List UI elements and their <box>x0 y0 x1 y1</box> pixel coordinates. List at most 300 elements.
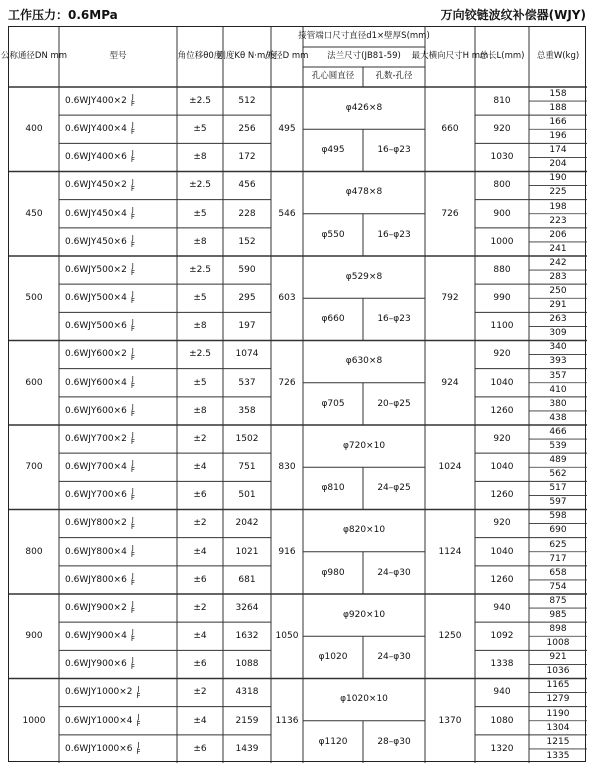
joint-type-jf <box>131 291 135 305</box>
holes-cell: 16–φ23 <box>377 229 411 240</box>
joint-type-letter: J <box>131 233 134 242</box>
model-cell <box>59 143 177 171</box>
joint-type-jf <box>131 404 135 418</box>
header-length: 总长L(mm) <box>479 51 525 62</box>
weight-j-cell: 658 <box>549 567 567 578</box>
model-cell <box>59 735 177 763</box>
weight-j-cell: 158 <box>549 88 567 99</box>
joint-type-jf <box>131 488 135 502</box>
model-cell <box>59 87 177 115</box>
pipe-size-cell: φ820×10 <box>342 525 386 536</box>
angle-cell: ±6 <box>193 574 207 585</box>
joint-type-letter: F <box>130 381 135 390</box>
stiffness-cell: 197 <box>238 321 256 332</box>
weight-f-cell: 754 <box>549 581 567 592</box>
joint-type-letter: J <box>131 543 134 552</box>
spec-table <box>0 26 586 762</box>
joint-type-letter: J <box>131 205 134 214</box>
holes-cell: 16–φ23 <box>377 145 411 156</box>
max-lateral-cell: 1250 <box>438 631 462 642</box>
length-cell: 1040 <box>490 462 514 473</box>
angle-cell: ±8 <box>193 405 207 416</box>
joint-type-letter: F <box>130 269 135 278</box>
header-bolt-circle: 孔心圆直径 <box>311 71 355 82</box>
header-flange: 法兰尺寸(JB81-59) <box>327 51 401 62</box>
length-cell: 900 <box>493 208 511 219</box>
bolt-circle-cell: φ980 <box>321 567 345 578</box>
joint-type-letter: F <box>130 184 135 193</box>
joint-type-letter: J <box>131 93 134 102</box>
bolt-circle-cell: φ1020 <box>318 652 348 663</box>
joint-type-letter: J <box>131 459 134 468</box>
stiffness-cell: 590 <box>238 264 256 275</box>
joint-type-letter: J <box>131 121 134 130</box>
model-cell <box>59 284 177 312</box>
joint-type-letter: F <box>130 635 135 644</box>
angle-cell: ±5 <box>193 377 207 388</box>
joint-type-letter: J <box>131 318 134 327</box>
length-cell: 1260 <box>490 490 514 501</box>
weight-f-cell: 690 <box>549 525 567 536</box>
joint-type-letter: J <box>131 515 134 524</box>
angle-cell: ±4 <box>193 631 207 642</box>
weight-j-cell: 489 <box>549 455 567 466</box>
weight-f-cell: 196 <box>549 131 567 142</box>
weight-f-cell: 393 <box>549 356 567 367</box>
angle-cell: ±2.5 <box>189 349 211 360</box>
joint-type-letter: J <box>131 346 134 355</box>
model-name: 0.6WJY800×4 <box>65 546 127 557</box>
joint-type-letter: J <box>131 177 134 186</box>
weight-f-cell: 291 <box>549 300 567 311</box>
angle-cell: ±2.5 <box>189 180 211 191</box>
weight-j-cell: 250 <box>549 286 567 297</box>
joint-type-letter: F <box>130 522 135 531</box>
joint-type-letter: F <box>136 691 141 700</box>
joint-type-jf <box>131 179 135 193</box>
model-cell <box>59 453 177 481</box>
length-cell: 1260 <box>490 574 514 585</box>
joint-type-letter: J <box>131 656 134 665</box>
header-stiffness: 刚度Kθ N·m/度 <box>217 51 277 62</box>
model-name: 0.6WJY700×6 <box>65 490 127 501</box>
bolt-circle-cell: φ495 <box>321 145 345 156</box>
pipe-size-cell: φ1020×10 <box>340 694 388 705</box>
pipe-size-cell: φ920×10 <box>342 609 386 620</box>
weight-j-cell: 1215 <box>546 736 570 747</box>
bolt-circle-cell: φ660 <box>321 314 345 325</box>
length-cell: 1000 <box>490 236 514 247</box>
weight-f-cell: 309 <box>549 328 567 339</box>
weight-j-cell: 340 <box>549 342 567 353</box>
weight-f-cell: 1279 <box>546 694 570 705</box>
holes-cell: 24–φ30 <box>377 652 411 663</box>
weight-f-cell: 1036 <box>546 666 570 677</box>
header-dn: 公称通径DN mm <box>0 51 68 62</box>
weight-f-cell: 717 <box>549 553 567 564</box>
length-cell: 1100 <box>490 321 514 332</box>
max-lateral-cell: 1124 <box>438 546 462 557</box>
model-name: 0.6WJY900×2 <box>65 602 127 613</box>
stiffness-cell: 1088 <box>235 659 259 670</box>
dn-cell: 800 <box>25 546 43 557</box>
joint-type-letter: F <box>130 466 135 475</box>
model-cell <box>59 707 177 735</box>
weight-j-cell: 517 <box>549 483 567 494</box>
model-name: 0.6WJY800×6 <box>65 574 127 585</box>
dn-cell: 450 <box>25 208 43 219</box>
stiffness-cell: 3264 <box>235 602 259 613</box>
model-name: 0.6WJY1000×2 <box>65 687 133 698</box>
model-name: 0.6WJY600×2 <box>65 349 127 360</box>
model-name: 0.6WJY500×4 <box>65 293 127 304</box>
weight-j-cell: 190 <box>549 173 567 184</box>
stiffness-cell: 681 <box>238 574 256 585</box>
joint-type-letter: J <box>131 571 134 580</box>
model-cell <box>59 594 177 622</box>
model-name: 0.6WJY900×6 <box>65 659 127 670</box>
dn-cell: 900 <box>25 631 43 642</box>
angle-cell: ±2 <box>193 518 207 529</box>
joint-type-jf <box>131 517 135 531</box>
model-cell <box>59 510 177 538</box>
holes-cell: 16–φ23 <box>377 314 411 325</box>
joint-type-letter: J <box>137 684 140 693</box>
joint-type-letter: F <box>130 550 135 559</box>
joint-type-letter: F <box>130 297 135 306</box>
joint-type-letter: F <box>130 578 135 587</box>
max-lateral-cell: 726 <box>441 208 459 219</box>
max-lateral-cell: 660 <box>441 124 459 135</box>
joint-type-jf <box>131 122 135 136</box>
joint-type-letter: F <box>130 409 135 418</box>
joint-type-jf <box>131 207 135 221</box>
max-lateral-cell: 1370 <box>438 715 462 726</box>
weight-j-cell: 875 <box>549 595 567 606</box>
model-name: 0.6WJY450×2 <box>65 180 127 191</box>
length-cell: 920 <box>493 124 511 135</box>
dn-cell: 500 <box>25 293 43 304</box>
length-cell: 920 <box>493 433 511 444</box>
weight-f-cell: 985 <box>549 609 567 620</box>
length-cell: 940 <box>493 602 511 613</box>
bolt-circle-cell: φ705 <box>321 398 345 409</box>
model-cell <box>59 341 177 369</box>
od-cell: 830 <box>278 462 296 473</box>
joint-type-jf <box>131 545 135 559</box>
angle-cell: ±4 <box>193 462 207 473</box>
od-cell: 546 <box>278 208 296 219</box>
model-name: 0.6WJY1000×4 <box>65 715 133 726</box>
bolt-circle-cell: φ550 <box>321 229 345 240</box>
weight-f-cell: 562 <box>549 469 567 480</box>
joint-type-jf <box>131 629 135 643</box>
joint-type-letter: F <box>130 100 135 109</box>
stiffness-cell: 751 <box>238 462 256 473</box>
weight-j-cell: 174 <box>549 145 567 156</box>
weight-f-cell: 539 <box>549 440 567 451</box>
model-name: 0.6WJY450×6 <box>65 236 127 247</box>
angle-cell: ±2 <box>193 433 207 444</box>
joint-type-jf <box>137 686 141 700</box>
stiffness-cell: 172 <box>238 152 256 163</box>
holes-cell: 28–φ30 <box>377 736 411 747</box>
stiffness-cell: 1632 <box>235 631 259 642</box>
joint-type-letter: F <box>130 353 135 362</box>
stiffness-cell: 1502 <box>235 433 259 444</box>
joint-type-letter: F <box>130 438 135 447</box>
length-cell: 990 <box>493 293 511 304</box>
joint-type-letter: F <box>136 719 141 728</box>
model-name: 0.6WJY450×4 <box>65 208 127 219</box>
stiffness-cell: 501 <box>238 490 256 501</box>
od-cell: 1050 <box>275 631 299 642</box>
length-cell: 880 <box>493 264 511 275</box>
length-cell: 1080 <box>490 715 514 726</box>
joint-type-letter: J <box>131 374 134 383</box>
stiffness-cell: 295 <box>238 293 256 304</box>
model-cell <box>59 679 177 707</box>
length-cell: 1040 <box>490 377 514 388</box>
weight-j-cell: 198 <box>549 201 567 212</box>
stiffness-cell: 256 <box>238 124 256 135</box>
joint-type-letter: F <box>130 494 135 503</box>
joint-type-letter: J <box>137 740 140 749</box>
model-name: 0.6WJY600×4 <box>65 377 127 388</box>
weight-j-cell: 166 <box>549 117 567 128</box>
length-cell: 1338 <box>490 659 514 670</box>
stiffness-cell: 512 <box>238 95 256 106</box>
pipe-size-cell: φ478×8 <box>345 187 383 198</box>
dn-cell: 1000 <box>22 715 46 726</box>
length-cell: 920 <box>493 518 511 529</box>
angle-cell: ±6 <box>193 743 207 754</box>
model-name: 0.6WJY700×4 <box>65 462 127 473</box>
stiffness-cell: 4318 <box>235 687 259 698</box>
joint-type-jf <box>131 150 135 164</box>
weight-j-cell: 1190 <box>546 708 570 719</box>
header-od: 外径D mm <box>265 51 309 62</box>
weight-j-cell: 1165 <box>546 680 570 691</box>
model-cell <box>59 228 177 256</box>
joint-type-letter: J <box>137 712 140 721</box>
stiffness-cell: 1439 <box>235 743 259 754</box>
angle-cell: ±4 <box>193 715 207 726</box>
length-cell: 940 <box>493 687 511 698</box>
length-cell: 810 <box>493 95 511 106</box>
stiffness-cell: 2159 <box>235 715 259 726</box>
weight-f-cell: 597 <box>549 497 567 508</box>
length-cell: 1040 <box>490 546 514 557</box>
weight-f-cell: 225 <box>549 187 567 198</box>
joint-type-letter: J <box>131 487 134 496</box>
od-cell: 603 <box>278 293 296 304</box>
model-name: 0.6WJY400×4 <box>65 124 127 135</box>
model-name: 0.6WJY500×6 <box>65 321 127 332</box>
weight-f-cell: 1335 <box>546 750 570 761</box>
weight-j-cell: 206 <box>549 229 567 240</box>
angle-cell: ±8 <box>193 152 207 163</box>
model-cell <box>59 622 177 650</box>
weight-j-cell: 466 <box>549 426 567 437</box>
stiffness-cell: 537 <box>238 377 256 388</box>
joint-type-letter: J <box>131 262 134 271</box>
angle-cell: ±5 <box>193 293 207 304</box>
pipe-size-cell: φ630×8 <box>345 356 383 367</box>
weight-f-cell: 1304 <box>546 722 570 733</box>
holes-cell: 24–φ25 <box>377 483 411 494</box>
weight-f-cell: 283 <box>549 271 567 282</box>
model-name: 0.6WJY600×6 <box>65 405 127 416</box>
angle-cell: ±2.5 <box>189 264 211 275</box>
model-name: 0.6WJY900×4 <box>65 631 127 642</box>
od-cell: 495 <box>278 124 296 135</box>
length-cell: 1030 <box>490 152 514 163</box>
model-cell <box>59 538 177 566</box>
max-lateral-cell: 792 <box>441 293 459 304</box>
model-cell <box>59 566 177 594</box>
weight-j-cell: 598 <box>549 511 567 522</box>
angle-cell: ±8 <box>193 236 207 247</box>
weight-j-cell: 898 <box>549 624 567 635</box>
model-name: 0.6WJY500×2 <box>65 264 127 275</box>
joint-type-jf <box>131 432 135 446</box>
od-cell: 1136 <box>275 715 299 726</box>
joint-type-letter: J <box>131 431 134 440</box>
joint-type-jf <box>131 573 135 587</box>
joint-type-jf <box>131 460 135 474</box>
joint-type-letter: F <box>130 128 135 137</box>
joint-type-jf <box>137 714 141 728</box>
header-model: 型号 <box>109 51 127 62</box>
joint-type-jf <box>131 235 135 249</box>
stiffness-cell: 152 <box>238 236 256 247</box>
angle-cell: ±2.5 <box>189 95 211 106</box>
joint-type-letter: F <box>130 607 135 616</box>
length-cell: 800 <box>493 180 511 191</box>
header-pipe-size: 接管端口尺寸直径d1×壁厚S(mm) <box>298 31 430 42</box>
model-cell <box>59 397 177 425</box>
weight-f-cell: 1008 <box>546 638 570 649</box>
header-angle: 角位移θ0度 <box>177 51 223 62</box>
weight-j-cell: 263 <box>549 314 567 325</box>
max-lateral-cell: 1024 <box>438 462 462 473</box>
header-max-lateral: 最大横向尺寸H mm <box>411 51 489 62</box>
holes-cell: 20–φ25 <box>377 398 411 409</box>
joint-type-jf <box>131 94 135 108</box>
joint-type-letter: J <box>131 149 134 158</box>
od-cell: 916 <box>278 546 296 557</box>
joint-type-jf <box>137 742 141 756</box>
angle-cell: ±5 <box>193 208 207 219</box>
angle-cell: ±8 <box>193 321 207 332</box>
joint-type-jf <box>131 601 135 615</box>
weight-j-cell: 625 <box>549 539 567 550</box>
weight-f-cell: 410 <box>549 384 567 395</box>
angle-cell: ±6 <box>193 659 207 670</box>
joint-type-letter: F <box>130 325 135 334</box>
joint-type-letter: J <box>131 290 134 299</box>
joint-type-letter: F <box>136 747 141 756</box>
holes-cell: 24–φ30 <box>377 567 411 578</box>
model-cell <box>59 425 177 453</box>
stiffness-cell: 358 <box>238 405 256 416</box>
joint-type-letter: F <box>130 212 135 221</box>
stiffness-cell: 2042 <box>235 518 259 529</box>
joint-type-jf <box>131 263 135 277</box>
model-name: 0.6WJY700×2 <box>65 433 127 444</box>
weight-f-cell: 438 <box>549 412 567 423</box>
model-cell <box>59 256 177 284</box>
working-pressure-label: 工作压力：0.6MPa <box>8 8 118 22</box>
weight-f-cell: 188 <box>549 102 567 113</box>
model-cell <box>59 650 177 678</box>
joint-type-letter: J <box>131 628 134 637</box>
pipe-size-cell: φ720×10 <box>342 440 386 451</box>
pipe-size-cell: φ529×8 <box>345 271 383 282</box>
header-holes: 孔数-孔径 <box>375 71 413 82</box>
model-name: 0.6WJY400×6 <box>65 152 127 163</box>
weight-f-cell: 204 <box>549 159 567 170</box>
joint-type-letter: F <box>130 156 135 165</box>
model-cell <box>59 369 177 397</box>
bolt-circle-cell: φ810 <box>321 483 345 494</box>
length-cell: 1320 <box>490 743 514 754</box>
weight-f-cell: 223 <box>549 215 567 226</box>
joint-type-letter: F <box>130 663 135 672</box>
joint-type-letter: J <box>131 402 134 411</box>
angle-cell: ±5 <box>193 124 207 135</box>
model-cell <box>59 115 177 143</box>
table-title: 万向铰链波纹补偿器(WJY) <box>440 8 586 22</box>
joint-type-jf <box>131 319 135 333</box>
dn-cell: 600 <box>25 377 43 388</box>
model-cell <box>59 172 177 200</box>
weight-j-cell: 921 <box>549 652 567 663</box>
model-name: 0.6WJY1000×6 <box>65 743 133 754</box>
max-lateral-cell: 924 <box>441 377 459 388</box>
model-cell <box>59 200 177 228</box>
bolt-circle-cell: φ1120 <box>318 736 348 747</box>
joint-type-jf <box>131 657 135 671</box>
stiffness-cell: 1074 <box>235 349 259 360</box>
length-cell: 1092 <box>490 631 514 642</box>
length-cell: 1260 <box>490 405 514 416</box>
joint-type-jf <box>131 348 135 362</box>
weight-j-cell: 357 <box>549 370 567 381</box>
joint-type-letter: J <box>131 600 134 609</box>
od-cell: 726 <box>278 377 296 388</box>
joint-type-letter: F <box>130 240 135 249</box>
weight-f-cell: 241 <box>549 243 567 254</box>
stiffness-cell: 228 <box>238 208 256 219</box>
dn-cell: 400 <box>25 124 43 135</box>
model-cell <box>59 481 177 509</box>
pipe-size-cell: φ426×8 <box>345 102 383 113</box>
model-name: 0.6WJY400×2 <box>65 95 127 106</box>
angle-cell: ±2 <box>193 687 207 698</box>
model-cell <box>59 312 177 340</box>
header-weight: 总重W(kg) <box>536 51 580 62</box>
length-cell: 920 <box>493 349 511 360</box>
weight-j-cell: 242 <box>549 257 567 268</box>
angle-cell: ±4 <box>193 546 207 557</box>
dn-cell: 700 <box>25 462 43 473</box>
stiffness-cell: 1021 <box>235 546 259 557</box>
joint-type-jf <box>131 376 135 390</box>
angle-cell: ±6 <box>193 490 207 501</box>
weight-j-cell: 380 <box>549 398 567 409</box>
